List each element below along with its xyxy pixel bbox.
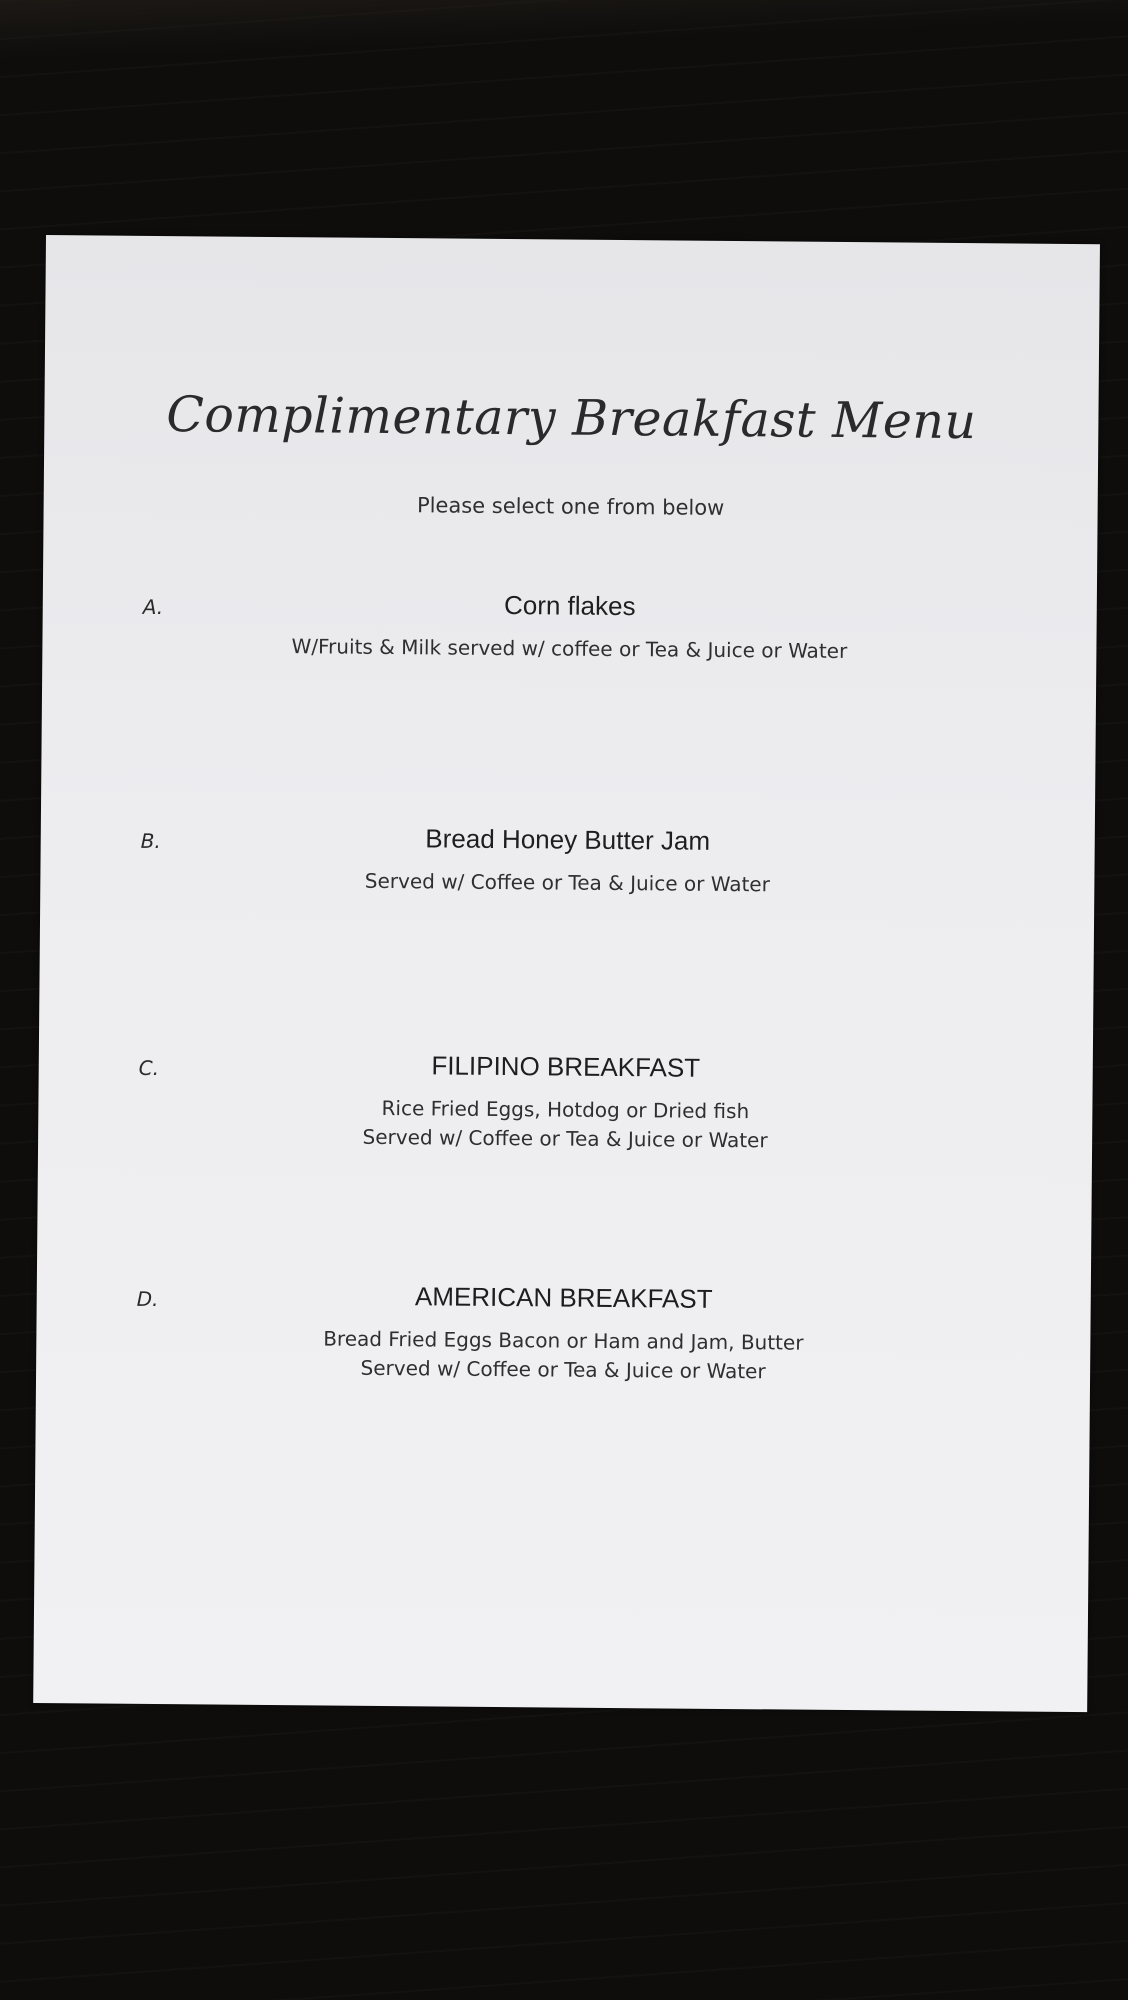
menu-sheet bbox=[33, 235, 1100, 1712]
menu-item-a bbox=[43, 590, 1097, 664]
item-description-line: Served w/ Coffee or Tea & Juice or Water bbox=[364, 868, 770, 897]
item-letter: B. bbox=[140, 828, 161, 854]
menu-item-b bbox=[41, 823, 1095, 897]
item-letter: C. bbox=[138, 1055, 160, 1081]
item-description-line: Bread Fried Eggs Bacon or Ham and Jam, Butter bbox=[323, 1326, 804, 1355]
item-description-line: Rice Fried Eggs, Hotdog or Dried fish bbox=[381, 1095, 750, 1124]
item-description-line: W/Fruits & Milk served w/ coffee or Tea & Juice or Water bbox=[291, 634, 848, 664]
menu-item-c bbox=[39, 1050, 1093, 1153]
item-name: FILIPINO BREAKFAST bbox=[431, 1050, 701, 1083]
item-description-line: Served w/ Coffee or Tea & Juice or Water bbox=[362, 1124, 768, 1153]
item-description bbox=[42, 630, 1096, 668]
item-letter: D. bbox=[136, 1286, 159, 1312]
item-name: Bread Honey Butter Jam bbox=[425, 823, 711, 856]
item-name: AMERICAN BREAKFAST bbox=[414, 1281, 713, 1314]
item-name: Corn flakes bbox=[503, 590, 636, 622]
menu-title: Complimentary Breakfast Menu bbox=[166, 386, 977, 451]
item-letter: A. bbox=[142, 594, 164, 620]
item-description-line: Served w/ Coffee or Tea & Juice or Water bbox=[360, 1355, 766, 1384]
item-description bbox=[40, 864, 1094, 902]
item-description bbox=[36, 1322, 1090, 1389]
menu-item-d bbox=[37, 1281, 1091, 1384]
menu-subtitle: Please select one from below bbox=[416, 493, 725, 520]
item-description bbox=[38, 1091, 1092, 1158]
